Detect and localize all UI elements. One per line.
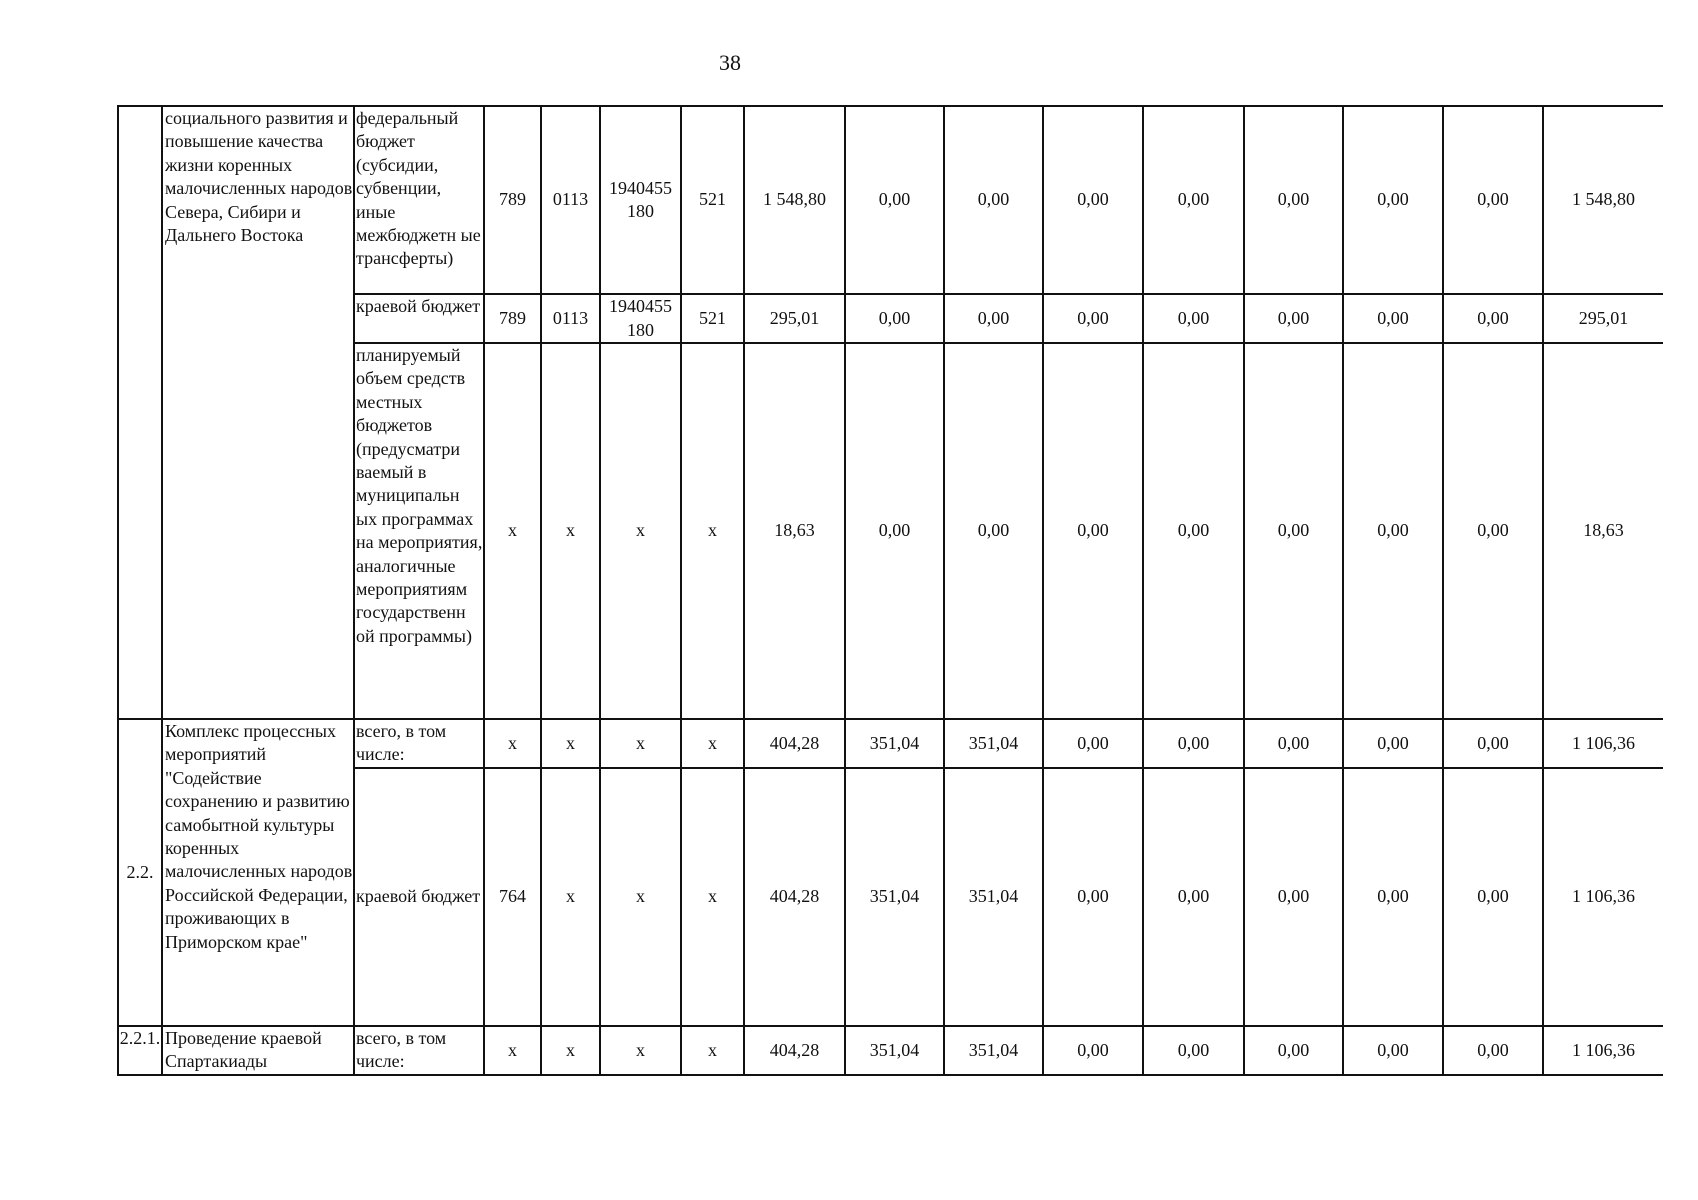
amount-cell: 0,00: [1244, 294, 1343, 343]
amount-cell: 0,00: [1343, 719, 1443, 768]
grbs-code: х: [484, 1026, 541, 1075]
amount-cell: 0,00: [1443, 719, 1543, 768]
amount-cell: 0,00: [1143, 294, 1244, 343]
rzpr-code: х: [541, 768, 600, 1026]
amount-cell: 0,00: [1244, 1026, 1343, 1075]
grbs-code: 764: [484, 768, 541, 1026]
vr-code: 521: [681, 106, 744, 294]
amount-cell: 351,04: [845, 1026, 944, 1075]
amount-cell: 404,28: [744, 719, 845, 768]
funding-source: краевой бюджет: [354, 768, 484, 1026]
amount-cell: 0,00: [1043, 1026, 1143, 1075]
table-row: [118, 106, 1663, 294]
csr-code: х: [600, 343, 681, 719]
amount-cell: 0,00: [1244, 719, 1343, 768]
page-number: 38: [719, 50, 741, 75]
amount-cell: 404,28: [744, 768, 845, 1026]
csr-code: х: [600, 1026, 681, 1075]
measure-name: Комплекс процессных мероприятий "Содействие сохранению и развитию самобытной культуры коренных малочисленных народов Российской Федерации, проживающих в Приморском крае": [162, 719, 354, 1026]
amount-cell: 0,00: [944, 106, 1043, 294]
amount-cell: 404,28: [744, 1026, 845, 1075]
amount-cell: 0,00: [1244, 768, 1343, 1026]
amount-cell: 0,00: [1143, 719, 1244, 768]
csr-code: х: [600, 719, 681, 768]
amount-cell: 351,04: [944, 1026, 1043, 1075]
vr-code: 521: [681, 294, 744, 343]
measure-name: социального развития и повышение качества жизни коренных малочисленных народов Севера, Сибири и Дальнего Востока: [162, 106, 354, 719]
amount-cell: 0,00: [845, 106, 944, 294]
budget-table: [117, 105, 1663, 1076]
rzpr-code: 0113: [541, 294, 600, 343]
amount-cell: 0,00: [1343, 294, 1443, 343]
table-row: [118, 719, 1663, 768]
csr-code: х: [600, 768, 681, 1026]
amount-cell: 18,63: [744, 343, 845, 719]
amount-cell: 0,00: [1343, 106, 1443, 294]
amount-cell: 0,00: [1143, 768, 1244, 1026]
vr-code: х: [681, 343, 744, 719]
csr-code: 1940455 180: [600, 294, 681, 343]
amount-cell: 0,00: [845, 343, 944, 719]
amount-cell: 0,00: [1244, 106, 1343, 294]
amount-cell: 0,00: [1443, 768, 1543, 1026]
measure-name: Проведение краевой Спартакиады: [162, 1026, 354, 1075]
grbs-code: х: [484, 343, 541, 719]
amount-cell: 0,00: [1043, 343, 1143, 719]
funding-source: планируемый объем средств местных бюджетов (предусматри ваемый в муниципальн ых программах на мероприятия, аналогичные мероприятиям государственн ой программы): [354, 343, 484, 719]
csr-code: 1940455 180: [600, 106, 681, 294]
total-cell: 1 106,36: [1543, 1026, 1663, 1075]
amount-cell: 0,00: [1244, 343, 1343, 719]
total-cell: 1 106,36: [1543, 768, 1663, 1026]
funding-source: федеральный бюджет (субсидии, субвенции, иные межбюджетн ые трансферты): [354, 106, 484, 294]
total-cell: 1 548,80: [1543, 106, 1663, 294]
table-row: [118, 1026, 1663, 1075]
amount-cell: 351,04: [845, 719, 944, 768]
amount-cell: 0,00: [944, 294, 1043, 343]
vr-code: х: [681, 768, 744, 1026]
funding-source: всего, в том числе:: [354, 1026, 484, 1075]
amount-cell: 0,00: [1043, 106, 1143, 294]
amount-cell: 0,00: [1043, 294, 1143, 343]
amount-cell: 351,04: [944, 768, 1043, 1026]
amount-cell: 0,00: [1043, 768, 1143, 1026]
rzpr-code: 0113: [541, 106, 600, 294]
funding-source: всего, в том числе:: [354, 719, 484, 768]
grbs-code: х: [484, 719, 541, 768]
row-index: [118, 106, 162, 719]
amount-cell: 0,00: [1143, 106, 1244, 294]
grbs-code: 789: [484, 294, 541, 343]
row-index: 2.2.: [118, 719, 162, 1026]
vr-code: х: [681, 1026, 744, 1075]
amount-cell: 1 548,80: [744, 106, 845, 294]
amount-cell: 295,01: [744, 294, 845, 343]
amount-cell: 351,04: [845, 768, 944, 1026]
amount-cell: 0,00: [845, 294, 944, 343]
total-cell: 18,63: [1543, 343, 1663, 719]
amount-cell: 0,00: [1343, 1026, 1443, 1075]
amount-cell: 0,00: [1143, 1026, 1244, 1075]
rzpr-code: х: [541, 343, 600, 719]
amount-cell: 351,04: [944, 719, 1043, 768]
rzpr-code: х: [541, 719, 600, 768]
amount-cell: 0,00: [1343, 343, 1443, 719]
amount-cell: 0,00: [1443, 294, 1543, 343]
amount-cell: 0,00: [1343, 768, 1443, 1026]
total-cell: 1 106,36: [1543, 719, 1663, 768]
amount-cell: 0,00: [1143, 343, 1244, 719]
amount-cell: 0,00: [1043, 719, 1143, 768]
funding-source: краевой бюджет: [354, 294, 484, 343]
amount-cell: 0,00: [1443, 1026, 1543, 1075]
rzpr-code: х: [541, 1026, 600, 1075]
grbs-code: 789: [484, 106, 541, 294]
amount-cell: 0,00: [1443, 106, 1543, 294]
row-index: 2.2.1.: [118, 1026, 162, 1075]
vr-code: х: [681, 719, 744, 768]
amount-cell: 0,00: [1443, 343, 1543, 719]
total-cell: 295,01: [1543, 294, 1663, 343]
amount-cell: 0,00: [944, 343, 1043, 719]
